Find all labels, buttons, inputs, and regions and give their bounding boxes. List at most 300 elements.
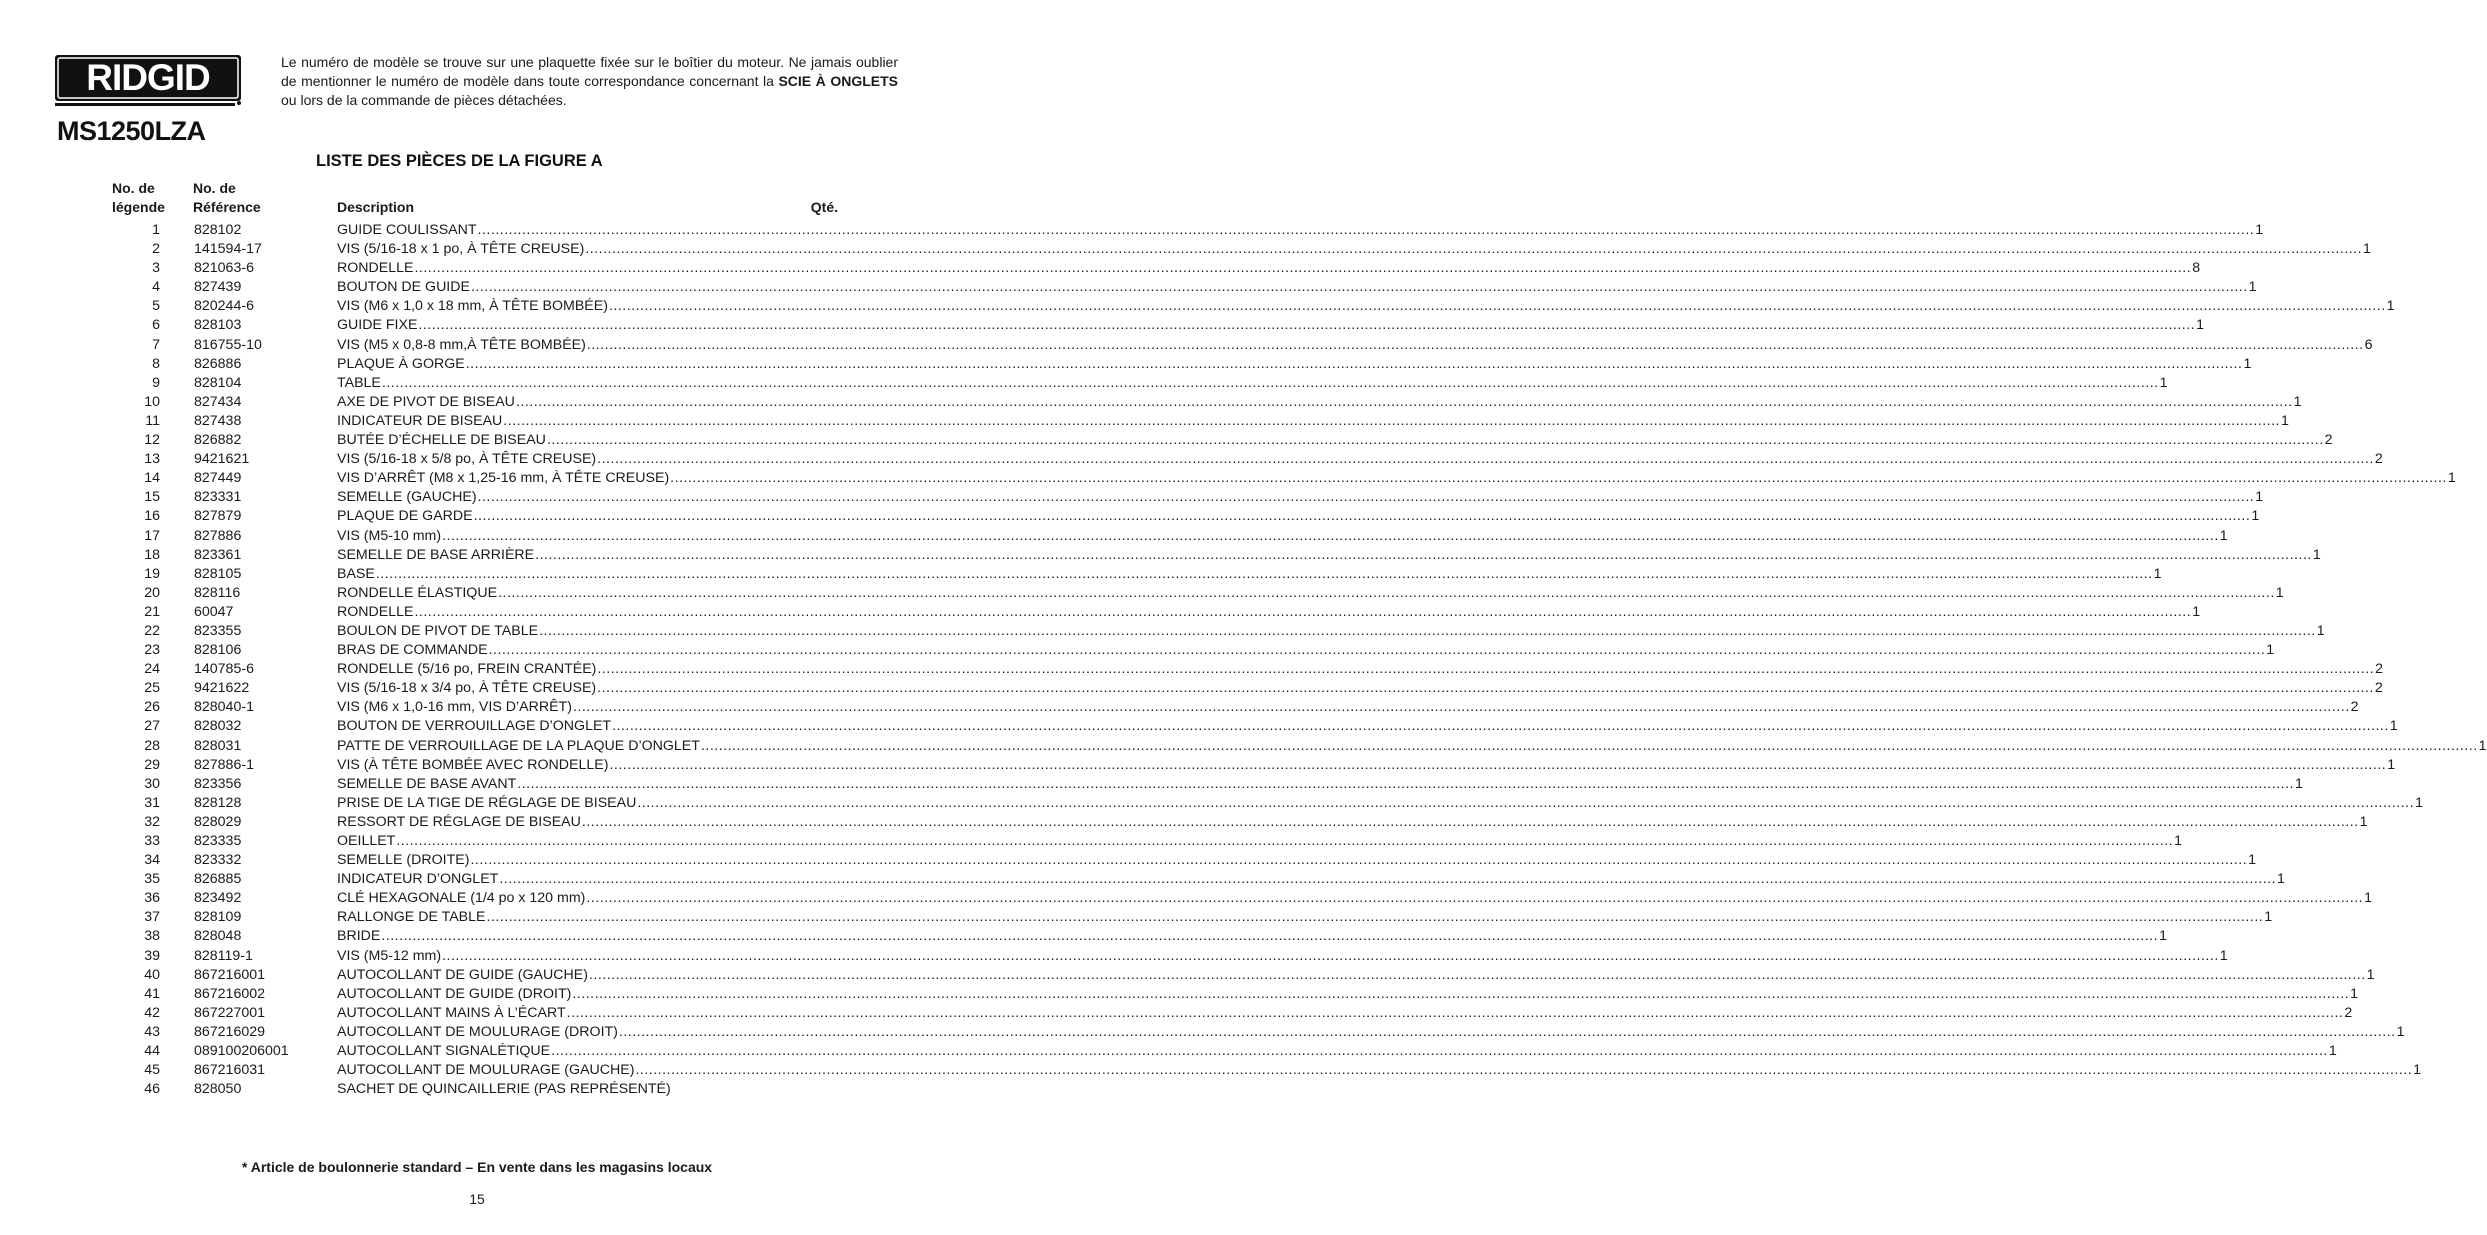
part-description-cell [337,469,2456,488]
part-description-cell [337,374,2168,393]
part-quantity: 1 [2387,756,2396,773]
part-quantity: 1 [2248,852,2257,869]
dot-leader: ................................................................................................................................................................................................................................................................................................................................................................................................................ [670,470,2447,487]
table-row [0,813,2368,832]
part-description: RONDELLE (5/16 po, FREIN CRANTÉE) [337,661,597,678]
part-description: RESSORT DE RÉGLAGE DE BISEAU [337,813,581,830]
part-description-cell [337,851,2257,870]
part-description: AUTOCOLLANT MAINS À L’ÉCART [337,1004,566,1021]
part-description: GUIDE COULISSANT [337,222,477,238]
part-description: VIS (5/16-18 x 1 po, À TÊTE CREUSE) [337,241,585,258]
part-reference: 828050 [194,1081,242,1098]
part-quantity: 1 [2364,890,2372,907]
part-description: BRAS DE COMMANDE [337,642,488,659]
part-description-cell [337,297,2395,316]
part-reference: 828104 [194,374,242,391]
part-description-cell [337,603,2201,622]
part-description: VIS (M6 x 1,0-16 mm, VIS D’ARRÊT) [337,699,572,716]
part-quantity: 2 [2374,680,2383,697]
part-description-cell [337,412,2289,431]
part-description-cell [337,737,2487,756]
dot-leader: ................................................................................................................................................................................................................................................................................................................................................................................................................ [477,222,2255,238]
part-legend-number: 21 [144,603,160,620]
part-description-cell [337,316,2205,335]
part-description: RONDELLE [337,603,414,620]
part-description-cell [337,813,2368,832]
dot-leader: ................................................................................................................................................................................................................................................................................................................................................................................................................ [465,355,2243,372]
part-quantity: 1 [2275,584,2284,601]
part-description: BASE [337,565,375,582]
part-description: SACHET DE QUINCAILLERIE (PAS REPRÉSENTÉ) [337,1081,671,1098]
table-row [0,546,2321,565]
part-legend-number: 43 [144,1023,160,1040]
part-description-cell [337,431,2333,450]
part-description-cell [337,870,2285,889]
part-legend-number: 25 [144,680,160,697]
dot-leader: ................................................................................................................................................................................................................................................................................................................................................................................................................ [700,737,2478,754]
part-reference: 827886 [194,527,242,544]
part-quantity: 1 [2153,565,2162,582]
part-description-cell [337,927,2167,946]
part-reference: 823492 [194,890,242,907]
part-reference: 827439 [194,279,242,296]
part-description-cell [337,966,2375,985]
model-number: MS1250LZA [57,116,206,146]
part-reference: 867216002 [194,985,266,1002]
part-reference: 827886-1 [194,756,254,773]
dot-leader: ................................................................................................................................................................................................................................................................................................................................................................................................................ [442,527,2219,544]
table-row [0,717,2398,736]
part-quantity: 1 [2293,393,2302,410]
table-row [0,622,2325,641]
part-description-cell [337,393,2302,412]
dot-leader: ................................................................................................................................................................................................................................................................................................................................................................................................................ [477,489,2255,506]
part-quantity: 1 [2266,642,2275,659]
table-row [0,355,2252,374]
table-row [0,1080,954,1099]
part-quantity: 1 [2328,1043,2337,1060]
table-row [0,488,2264,507]
table-row [0,336,2373,355]
part-description-cell [337,660,2383,679]
part-reference: 827879 [194,508,242,525]
dot-leader: ................................................................................................................................................................................................................................................................................................................................................................................................................ [515,393,2293,410]
intro-text-before: Le numéro de modèle se trouve sur une plaquette fixée sur le boîtier du moteur. Ne jamais oublier de mentionner le numéro de modèle dans toute correspondance concernant la [281,54,898,89]
part-legend-number: 26 [144,699,160,716]
part-quantity: 1 [2363,241,2371,258]
part-description: BOULON DE PIVOT DE TABLE [337,622,539,639]
dot-leader: ................................................................................................................................................................................................................................................................................................................................................................................................................ [539,622,2316,639]
dot-leader: ................................................................................................................................................................................................................................................................................................................................................................................................................ [418,317,2196,334]
dot-leader: ................................................................................................................................................................................................................................................................................................................................................................................................................ [618,1023,2396,1040]
part-legend-number: 4 [152,279,160,296]
part-reference: 828048 [194,928,242,945]
dot-leader: ................................................................................................................................................................................................................................................................................................................................................................................................................ [637,794,2415,811]
part-legend-number: 11 [145,412,160,429]
table-row [0,240,2371,259]
table-row [0,450,2383,469]
part-description-cell [337,507,2260,526]
part-reference: 9421622 [194,680,250,697]
table-row [0,889,2372,908]
part-reference: 823356 [194,775,242,792]
part-description: VIS (M6 x 1,0 x 18 mm, À TÊTE BOMBÉE) [337,298,608,315]
table-row [0,412,2289,431]
part-description-cell [337,985,2358,1004]
dot-leader: ................................................................................................................................................................................................................................................................................................................................................................................................................ [612,718,2389,735]
part-reference: 828103 [194,317,242,334]
part-legend-number: 39 [144,947,160,964]
part-description: VIS (5/16-18 x 5/8 po, À TÊTE CREUSE) [337,451,597,468]
part-description: AUTOCOLLANT DE GUIDE (DROIT) [337,985,572,1002]
part-quantity: 1 [2159,374,2168,391]
part-description: AXE DE PIVOT DE BISEAU [337,393,515,410]
part-legend-number: 24 [144,661,160,678]
part-reference: 827438 [194,412,242,429]
table-row [0,1023,2405,1042]
part-legend-number: 7 [152,336,160,353]
part-description: INDICATEUR D’ONGLET [337,871,499,888]
table-row [0,851,2257,870]
part-description-cell [337,278,2257,297]
part-reference: 826882 [194,432,242,449]
part-legend-number: 18 [144,546,160,563]
part-legend-number: 30 [144,775,160,792]
table-row [0,985,2358,1004]
part-legend-number: 31 [144,794,160,811]
part-legend-number: 15 [144,489,160,506]
part-description: VIS (M5-10 mm) [337,527,442,544]
part-legend-number: 41 [144,985,160,1002]
part-reference: 828109 [194,909,242,926]
table-row [0,278,2257,297]
part-description-cell [337,794,2423,813]
part-reference: 9421621 [194,451,250,468]
part-description-cell [337,622,2325,641]
table-row [0,469,2456,488]
table-row [0,794,2423,813]
dot-leader: ................................................................................................................................................................................................................................................................................................................................................................................................................ [473,508,2251,525]
part-legend-number: 9 [152,374,160,391]
parts-list [0,221,2487,1099]
part-description: SEMELLE (DROITE) [337,852,470,869]
part-reference: 826886 [194,355,242,372]
dot-leader: ................................................................................................................................................................................................................................................................................................................................................................................................................ [535,546,2312,563]
part-reference: 828102 [194,222,242,238]
dot-leader: ................................................................................................................................................................................................................................................................................................................................................................................................................ [498,584,2275,601]
part-reference: 820244-6 [194,298,254,315]
part-quantity: 2 [2344,1004,2353,1021]
part-description: AUTOCOLLANT DE MOULURAGE (DROIT) [337,1023,618,1040]
part-legend-number: 6 [152,317,160,334]
table-row [0,870,2285,889]
part-quantity: 1 [2281,412,2289,429]
part-legend-number: 16 [144,508,160,525]
part-quantity: 1 [2264,909,2273,926]
part-reference: 828105 [194,565,242,582]
part-quantity: 1 [2248,279,2257,296]
part-quantity: 1 [2447,470,2456,487]
part-reference: 089100206001 [194,1043,289,1060]
dot-leader: ................................................................................................................................................................................................................................................................................................................................................................................................................ [517,775,2294,792]
part-description-cell [337,565,2162,584]
part-description: TABLE [337,374,381,391]
part-reference: 140785-6 [194,661,254,678]
part-description-cell [337,641,2275,660]
part-legend-number: 27 [144,718,160,735]
part-legend-number: 35 [144,871,160,888]
header-qty: Qté. [810,199,838,215]
part-description-cell [337,527,2228,546]
part-legend-number: 29 [144,756,160,773]
table-row [0,1042,2337,1061]
table-row [0,603,2201,622]
table-row [0,698,2359,717]
part-description: SEMELLE (GAUCHE) [337,489,477,506]
part-description: AUTOCOLLANT DE MOULURAGE (GAUCHE) [337,1062,635,1079]
part-quantity: 1 [2294,775,2303,792]
part-description: CLÉ HEXAGONALE (1/4 po x 120 mm) [337,890,586,907]
dot-leader: ................................................................................................................................................................................................................................................................................................................................................................................................................ [588,966,2366,983]
part-description: BUTÉE D’ÉCHELLE DE BISEAU [337,432,546,449]
part-quantity: 1 [2389,718,2398,735]
part-description: RONDELLE ÉLASTIQUE [337,584,498,601]
part-reference: 828032 [194,718,242,735]
table-row [0,775,2303,794]
part-quantity: 1 [2255,222,2264,238]
part-legend-number: 12 [144,432,160,449]
part-quantity: 1 [2350,985,2358,1002]
part-description: VIS (À TÊTE BOMBÉE AVEC RONDELLE) [337,756,609,773]
page-number: 15 [469,1191,485,1207]
part-description: GUIDE FIXE [337,317,418,334]
part-description: PLAQUE DE GARDE [337,508,473,525]
part-legend-number: 1 [152,222,160,238]
table-row [0,908,2273,927]
part-reference: 828106 [194,642,242,659]
dot-leader: ................................................................................................................................................................................................................................................................................................................................................................................................................ [414,603,2192,620]
part-description-cell [337,355,2252,374]
dot-leader: ................................................................................................................................................................................................................................................................................................................................................................................................................ [585,241,2363,258]
dot-leader: ................................................................................................................................................................................................................................................................................................................................................................................................................ [396,833,2174,849]
part-legend-number: 40 [144,966,160,983]
part-quantity: 2 [2324,432,2333,449]
part-description-cell [337,947,2228,966]
part-quantity: 2 [2374,451,2383,468]
part-description-cell [337,717,2398,736]
part-reference: 828031 [194,737,242,754]
header-ref-line2: Référence [193,199,261,215]
dot-leader: ................................................................................................................................................................................................................................................................................................................................................................................................................ [546,432,2324,449]
part-description: BOUTON DE VERROUILLAGE D’ONGLET [337,718,612,735]
part-legend-number: 32 [144,813,160,830]
part-description-cell [337,679,2383,698]
part-legend-number: 46 [144,1081,160,1098]
part-quantity: 1 [2312,546,2321,563]
table-row [0,832,2182,851]
part-description-cell [337,584,2284,603]
part-quantity: 1 [2243,355,2252,372]
part-reference: 823335 [194,833,242,849]
part-reference: 816755-10 [194,336,262,353]
part-reference: 867216029 [194,1023,266,1040]
part-description-cell [337,259,2201,278]
part-description: VIS (M5-12 mm) [337,947,442,964]
part-legend-number: 33 [144,833,160,849]
part-description-cell [337,1042,2337,1061]
part-legend-number: 19 [144,565,160,582]
dot-leader: ................................................................................................................................................................................................................................................................................................................................................................................................................ [597,680,2374,697]
part-reference: 867216031 [194,1062,266,1079]
part-description-cell [337,698,2359,717]
part-description-cell [337,240,2371,259]
part-quantity: 1 [2386,298,2395,315]
dot-leader: ................................................................................................................................................................................................................................................................................................................................................................................................................ [635,1062,2413,1079]
part-legend-number: 44 [144,1043,160,1060]
part-description: AUTOCOLLANT SIGNALÉTIQUE [337,1043,551,1060]
part-description-cell [337,1023,2405,1042]
part-legend-number: 20 [144,584,160,601]
part-quantity: 1 [2219,947,2228,964]
part-reference: 141594-17 [194,241,262,258]
part-legend-number: 34 [144,852,160,869]
table-row [0,1061,2422,1080]
part-description-cell [337,756,2396,775]
part-description: OEILLET [337,833,396,849]
part-description: PATTE DE VERROUILLAGE DE LA PLAQUE D’ONGLET [337,737,700,754]
part-quantity: 1 [2359,813,2368,830]
table-row [0,221,2264,240]
dot-leader: ................................................................................................................................................................................................................................................................................................................................................................................................................ [586,336,2364,353]
part-description: RALLONGE DE TABLE [337,909,486,926]
part-quantity: 1 [2396,1023,2405,1040]
part-reference: 828029 [194,813,242,830]
table-row [0,966,2375,985]
part-description-cell [337,1061,2422,1080]
part-quantity: 1 [2413,1062,2422,1079]
dot-leader: ................................................................................................................................................................................................................................................................................................................................................................................................................ [581,813,2359,830]
dot-leader: ................................................................................................................................................................................................................................................................................................................................................................................................................ [470,852,2248,869]
dot-leader: ................................................................................................................................................................................................................................................................................................................................................................................................................ [608,298,2386,315]
part-description-cell [337,546,2321,565]
part-quantity: 2 [2350,699,2359,716]
dot-leader: ................................................................................................................................................................................................................................................................................................................................................................................................................ [597,451,2374,468]
part-reference: 826885 [194,871,242,888]
part-legend-number: 38 [144,928,160,945]
header-legend [112,179,165,217]
part-legend-number: 37 [144,909,160,926]
part-legend-number: 45 [144,1062,160,1079]
dot-leader: ................................................................................................................................................................................................................................................................................................................................................................................................................ [381,374,2159,391]
part-description-cell [337,832,2182,851]
dot-leader: ................................................................................................................................................................................................................................................................................................................................................................................................................ [499,871,2277,888]
dot-leader: ................................................................................................................................................................................................................................................................................................................................................................................................................ [572,699,2350,716]
part-quantity: 1 [2159,928,2167,945]
table-row [0,374,2168,393]
part-reference: 60047 [194,603,234,620]
part-description: AUTOCOLLANT DE GUIDE (GAUCHE) [337,966,588,983]
table-row [0,565,2162,584]
header-reference [193,179,261,217]
table-row [0,393,2302,412]
part-legend-number: 5 [152,298,160,315]
part-quantity: 1 [2174,833,2182,849]
intro-bold: SCIE À ONGLETS [778,73,899,89]
part-legend-number: 22 [144,622,160,639]
table-row [0,584,2284,603]
part-description-cell [337,450,2383,469]
dot-leader: ................................................................................................................................................................................................................................................................................................................................................................................................................ [470,279,2248,296]
table-row [0,507,2260,526]
table-row [0,756,2396,775]
intro-paragraph [281,53,898,110]
part-description-cell [337,1004,2353,1023]
part-legend-number: 8 [152,355,160,372]
part-reference: 823331 [194,489,242,506]
header-legend-line1: No. de [112,180,155,196]
part-description-cell [337,336,2373,355]
dot-leader: ................................................................................................................................................................................................................................................................................................................................................................................................................ [503,412,2280,429]
part-legend-number: 23 [144,642,160,659]
ridgid-logo [55,55,241,107]
part-description: VIS D’ARRÊT (M8 x 1,25-16 mm, À TÊTE CREUSE) [337,470,670,487]
part-description: BOUTON DE GUIDE [337,279,470,296]
header-description: Description [337,199,415,215]
table-row [0,927,2167,946]
dot-leader: ................................................................................................................................................................................................................................................................................................................................................................................................................ [609,756,2387,773]
table-row [0,297,2395,316]
part-legend-number: 42 [144,1004,160,1021]
part-quantity: 1 [2192,603,2201,620]
logo-text: RIDGID [86,57,210,98]
part-description-cell [337,775,2303,794]
table-row [0,947,2228,966]
part-legend-number: 17 [144,527,160,544]
section-title: LISTE DES PIÈCES DE LA FIGURE A [316,152,603,170]
part-description: PRISE DE LA TIGE DE RÉGLAGE DE BISEAU [337,794,637,811]
part-reference: 827434 [194,393,242,410]
dot-leader: ................................................................................................................................................................................................................................................................................................................................................................................................................ [551,1043,2328,1060]
dot-leader: ................................................................................................................................................................................................................................................................................................................................................................................................................ [414,260,2192,277]
table-row [0,431,2333,450]
intro-text-after: ou lors de la commande de pièces détachées. [281,92,567,108]
table-row [0,679,2383,698]
part-quantity: 8 [2192,260,2201,277]
part-reference: 867227001 [194,1004,266,1021]
part-quantity: 1 [2478,737,2487,754]
part-quantity: 1 [2196,317,2205,334]
part-quantity: 1 [2255,489,2264,506]
part-description: SEMELLE DE BASE ARRIÈRE [337,546,535,563]
part-description-cell [337,908,2273,927]
part-description-cell [337,221,2264,240]
part-description: BRIDE [337,928,381,945]
dot-leader: ................................................................................................................................................................................................................................................................................................................................................................................................................ [442,947,2219,964]
part-reference: 823361 [194,546,242,563]
part-reference: 867216001 [194,966,266,983]
part-legend-number: 10 [144,393,160,410]
part-legend-number: 28 [144,737,160,754]
table-row [0,737,2487,756]
part-quantity: 6 [2364,336,2373,353]
dot-leader: ................................................................................................................................................................................................................................................................................................................................................................................................................ [597,661,2375,678]
part-description: RONDELLE [337,260,414,277]
part-quantity: 1 [2366,966,2375,983]
part-quantity: 2 [2375,661,2383,678]
part-quantity: 1 [2277,871,2285,888]
dot-leader: ................................................................................................................................................................................................................................................................................................................................................................................................................ [586,890,2364,907]
part-reference: 828119-1 [194,947,253,964]
